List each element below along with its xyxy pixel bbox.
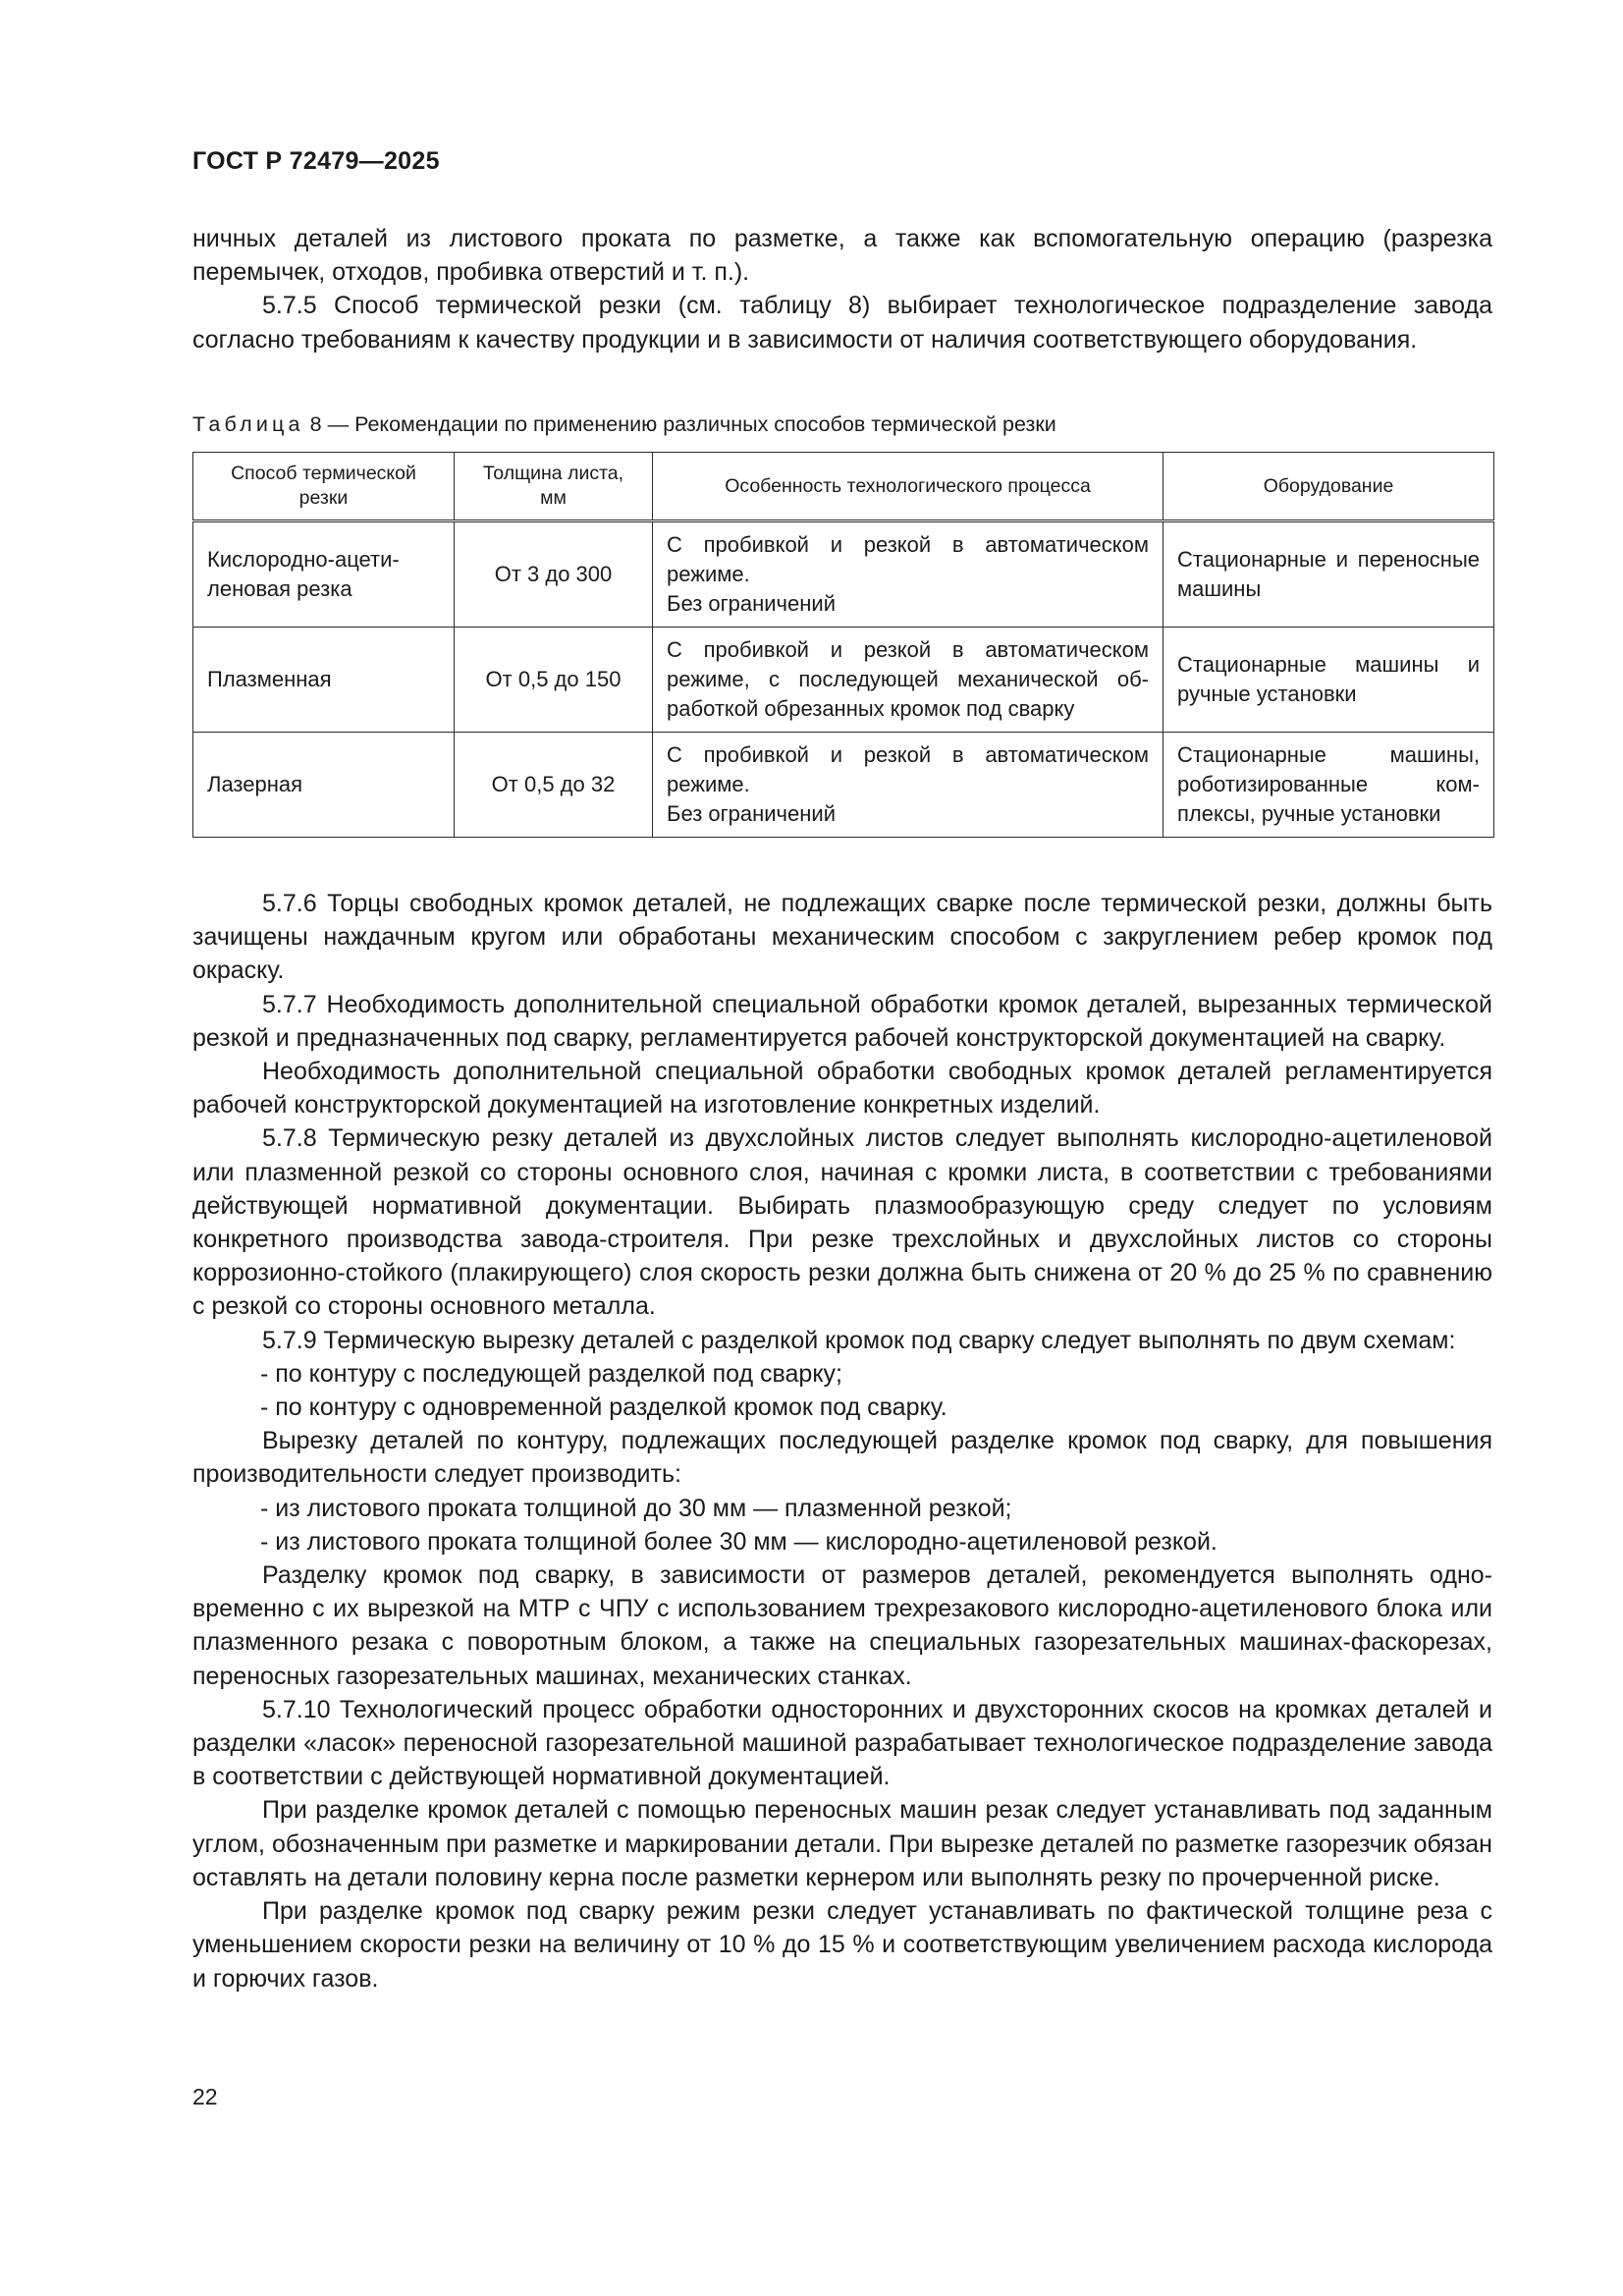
cell-method: Плазменная (193, 628, 455, 733)
cell-equipment: Стационарные и переносные машины (1163, 521, 1494, 628)
section-5-7-text (192, 887, 1492, 1995)
cell-method: Кислородно-ацетиленовая резка (193, 521, 455, 628)
paragraph-5-7-8: 5.7.8 Термическую резку деталей из двухслойных листов следует выполнять кислородно-ацетиленовой или плазменной резкой со стороны основного слоя, начиная с кромки листа, в соответствии с требованиями действующей нормативной документации. Выбирать плазмообразующую среду следует по условиям конкретного производства завода-строителя. При резке трехслойных и двухслойных листов со стороны коррозионно-стойкого (плакирующего) слоя скорость резки должна быть снижена от 20 % до 25 % по сравнению с резкой со стороны основного металла. (192, 1124, 1492, 1321)
table-row (193, 733, 1494, 838)
paragraph-5-7-10-c: При разделке кромок под сварку режим резки следует устанавливать по фактической толщине реза с уменьшением скорости резки на величину от 10 % до 15 % и соответствующим увеличением расхода кислорода и горючих газов. (192, 1897, 1492, 1993)
table-row (193, 628, 1494, 733)
intro-text (192, 222, 1492, 356)
feature-text: С пробивкой и резкой в автоматическом режиме. (667, 742, 1149, 796)
paragraph-5-7-10: 5.7.10 Технологический процесс обработки односторонних и двухсторонних скосов на кромках деталей и разделки «ласок» переносной газорезательной машиной разрабатывает технологическое подразделение завода в соответствии с действующей нормативной документацией. (192, 1695, 1492, 1791)
header-thickness: Толщина листа, мм (455, 453, 653, 521)
paragraph-continuation: ничных деталей из листового проката по разметке, а также как вспомогательную операцию (разрезка перемычек, отходов, пробивка отверстий и т. п.). (192, 225, 1492, 287)
cell-equipment: Стационарные машины, роботизированные комплексы, ручные установки (1163, 733, 1494, 838)
feature-text: С пробивкой и резкой в автоматическом режиме, с последующей механической обработкой обрезанных кромок под сварку (667, 637, 1149, 721)
paragraph-5-7-10-b: При разделке кромок деталей с помощью переносных машин резак следует устанавливать под заданным углом, обозначенным при разметке и маркировании детали. При вырезке деталей по разметке газорезчик обязан оставлять на детали половину керна после разметки кернером или выполнять резку по прочерченной риске. (192, 1796, 1492, 1891)
paragraph-5-7-5: 5.7.5 Способ термической резки (см. таблицу 8) выбирает технологическое подразделение завода согласно требованиям к качеству продукции и в зависимости от наличия соответствующего оборудования. (192, 292, 1492, 354)
paragraph-5-7-7: 5.7.7 Необходимость дополнительной специальной обработки кромок деталей, вырезанных термической резкой и предназначенных под сварку, регламентируется рабочей конструкторской документацией на сварку. (192, 990, 1492, 1052)
header-method: Способ термической резки (193, 453, 455, 521)
cell-thickness: От 0,5 до 32 (455, 733, 653, 838)
table-caption (192, 412, 1056, 437)
paragraph-5-7-9-b: Вырезку деталей по контуру, подлежащих последующей разделке кромок под сварку, для повышения производительности следует производить: (192, 1427, 1492, 1489)
feature-note: Без ограничений (667, 591, 836, 616)
feature-text: С пробивкой и резкой в автоматическом режиме. (667, 532, 1149, 586)
paragraph-5-7-6: 5.7.6 Торцы свободных кромок деталей, не подлежащих сварке после термической резки, должны быть зачищены наждачным кругом или обработаны механическим способом с закруглением ребер кромок под окраску. (192, 890, 1492, 985)
cell-feature (653, 628, 1163, 733)
cell-method: Лазерная (193, 733, 455, 838)
document-code: ГОСТ Р 72479—2025 (192, 147, 440, 175)
table-row (193, 521, 1494, 628)
feature-note: Без ограничений (667, 801, 836, 826)
cell-feature (653, 733, 1163, 838)
table-caption-label: Таблица (192, 412, 304, 436)
paragraph-5-7-7-b: Необходимость дополнительной специальной обработки свободных кромок деталей регламентируется рабочей конструкторской документацией на изготовление конкретных изделий. (192, 1058, 1492, 1120)
header-feature: Особенность технологического процесса (653, 453, 1163, 521)
table-8 (192, 452, 1494, 838)
paragraph-5-7-9: 5.7.9 Термическую вырезку деталей с разделкой кромок под сварку следует выполнять по двум схемам: (262, 1326, 1456, 1354)
paragraph-5-7-9-c: Разделку кромок под сварку, в зависимости от размеров деталей, рекомендуется выполнять одновременно с их вырезкой на МТР с ЧПУ с использованием трехрезакового кислородно-ацетиленового блока или плазменного резака с поворотным блоком, а также на специальных газорезательных машинах-фаскорезах, переносных газорезательных машинах, механических станках. (192, 1561, 1492, 1690)
list-item: - из листового проката толщиной более 30 мм — кислородно-ацетиленовой резкой. (260, 1527, 1217, 1556)
table-header-row (193, 453, 1494, 521)
cell-thickness: От 0,5 до 150 (455, 628, 653, 733)
list-item: - из листового проката толщиной до 30 мм — плазменной резкой; (260, 1494, 1012, 1522)
page-number: 22 (192, 2084, 218, 2109)
table-caption-title: 8 — Рекомендации по применению различных способов термической резки (303, 412, 1056, 436)
cell-equipment: Стационарные машины и ручные установки (1163, 628, 1494, 733)
list-item: - по контуру с одновременной разделкой кромок под сварку. (260, 1394, 947, 1422)
list-item: - по контуру с последующей разделкой под сварку; (260, 1359, 842, 1388)
cell-thickness: От 3 до 300 (455, 521, 653, 628)
header-equipment: Оборудование (1163, 453, 1494, 521)
cell-feature (653, 521, 1163, 628)
